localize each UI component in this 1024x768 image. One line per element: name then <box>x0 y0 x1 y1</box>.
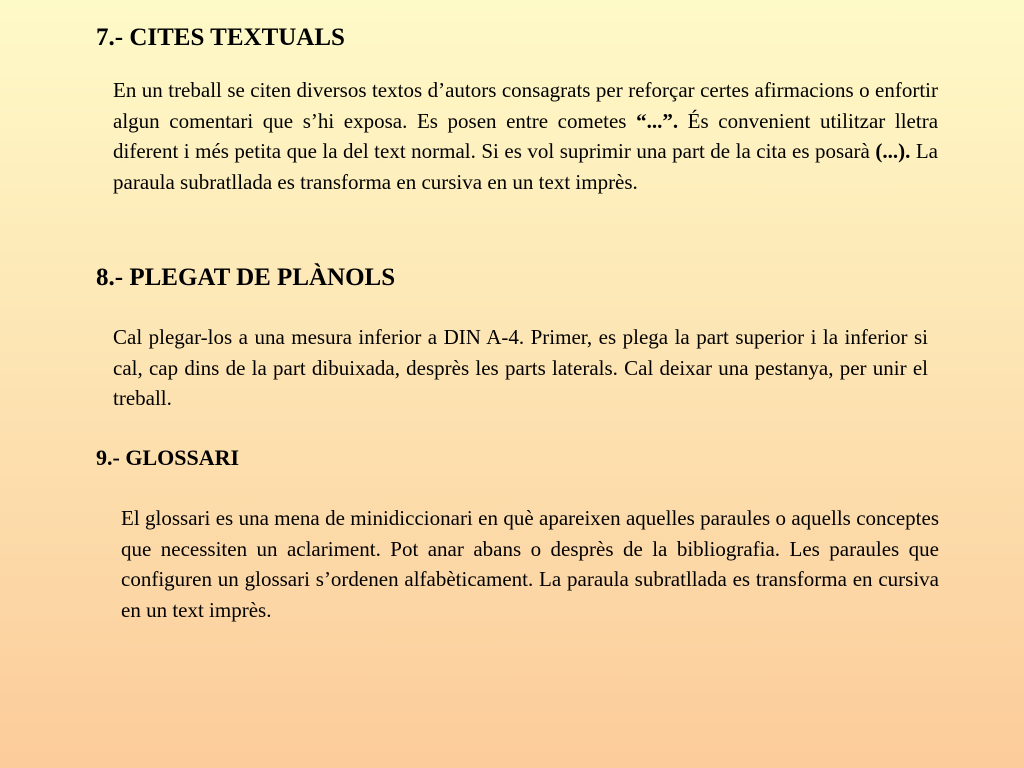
section-9-body: El glossari es una mena de minidiccionari en què apareixen aquelles paraules o aquells conceptes que necessiten un aclariment. Pot anar abans o desprès de la bibliografia. Les paraules que configuren un glossari s’ordenen alfabèticament. La paraula subratllada es transforma en cursiva en un text imprès. <box>121 506 939 622</box>
section-8-body: Cal plegar-los a una mesura inferior a DIN A-4. Primer, es plega la part superior i la inferior si cal, cap dins de la part dibuixada, desprès les parts laterals. Cal deixar una pestanya, per unir el treball. <box>113 325 928 410</box>
section-7-body <box>113 75 938 197</box>
section-7-quote-marks: “...”. <box>636 108 679 133</box>
section-9-title: 9.- GLOSSARI <box>96 445 240 470</box>
section-7-text-e: La paraula subratllada es transforma en cursiva en un text imprès. <box>113 139 938 194</box>
section-7-text-c: És convenient utilitzar lletra diferent i més petita que la del text normal. Si es vol suprimir una part de la cita es posarà <box>113 108 939 163</box>
section-8-title: 8.- PLEGAT DE PLÀNOLS <box>96 264 396 291</box>
section-7-title: 7.- CITES TEXTUALS <box>96 24 345 51</box>
section-7-text-a: En un treball se citen diversos textos d’autors consagrats per reforçar certes afirmacions o enfortir algun comentari que s’hi exposa. Es posen entre cometes <box>113 78 938 133</box>
section-7-ellipsis-marks: (...). <box>875 139 911 163</box>
